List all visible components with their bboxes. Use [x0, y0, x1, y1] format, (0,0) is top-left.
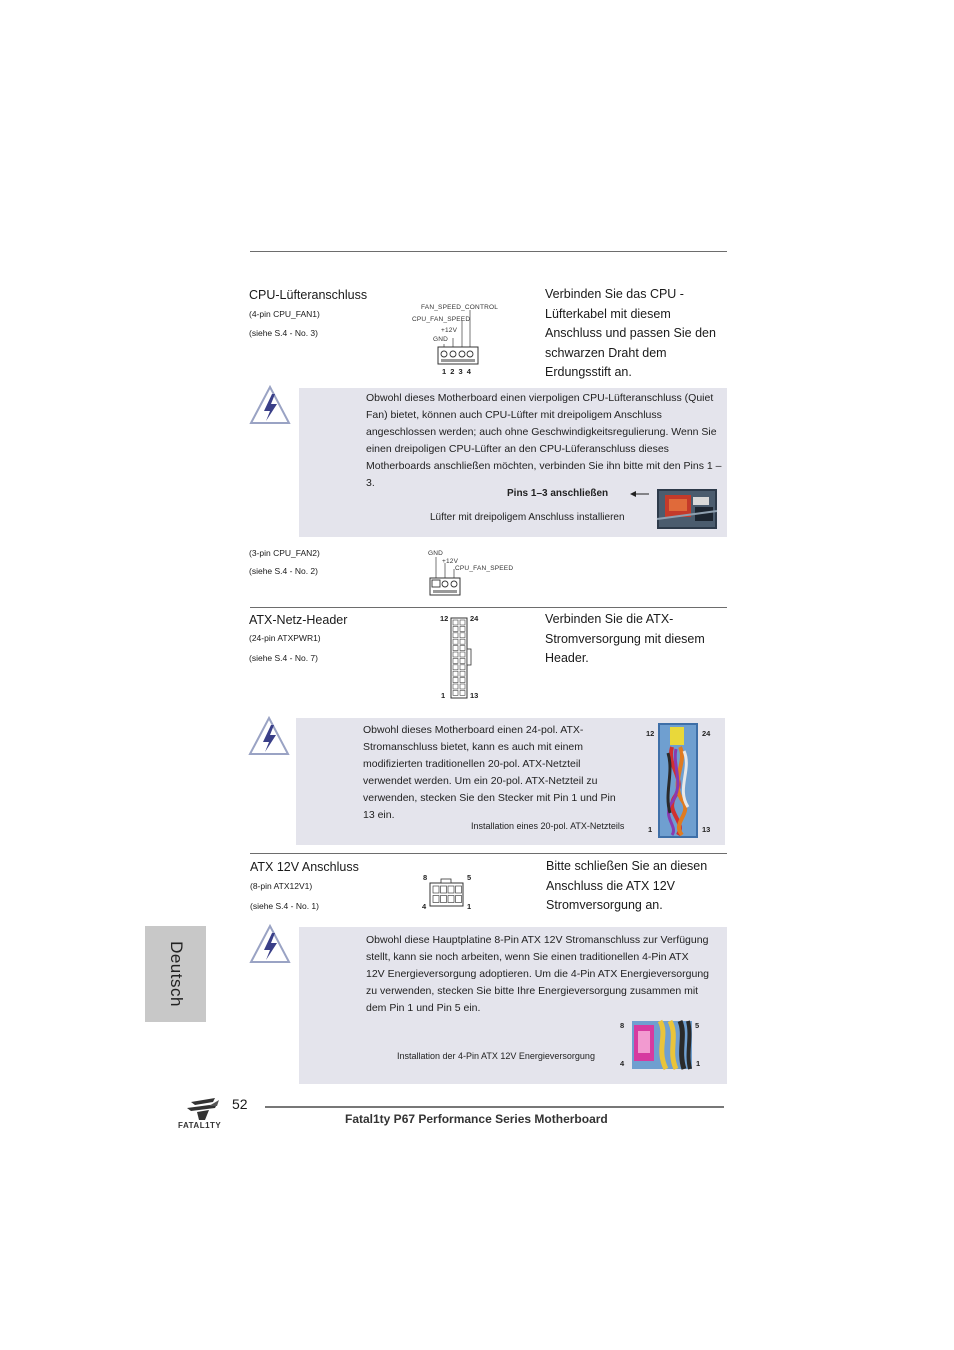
atx-pin — [460, 658, 465, 663]
cpu-fan2-speed-label: CPU_FAN_SPEED — [455, 565, 514, 572]
atx12v-title: ATX 12V Anschluss — [250, 860, 359, 874]
atx12v-note-caption: Installation der 4-Pin ATX 12V Energieversorgung — [397, 1051, 595, 1061]
atx-pin — [453, 646, 458, 651]
atx12v-photo-4: 4 — [620, 1059, 625, 1068]
atx-pin — [453, 626, 458, 631]
cpu-fan2-pin: (3-pin CPU_FAN2) — [249, 548, 320, 558]
atx-diagram-13: 13 — [470, 691, 479, 700]
atx-pin — [453, 678, 458, 683]
pins-1-3-label: Pins 1–3 anschließen — [507, 488, 609, 499]
atx12v-diagram-4: 4 — [422, 902, 427, 911]
cpu-fan1-connector-diagram — [437, 310, 479, 366]
atx-diagram-1: 1 — [441, 691, 446, 700]
side-tab-label: Deutsch — [166, 941, 186, 1007]
cpu-fan2-connector-diagram — [428, 557, 462, 597]
atx-20pin-install-photo — [658, 723, 698, 838]
atx-pin — [453, 620, 458, 625]
atx-pin — [460, 646, 465, 651]
atx12v-pin — [448, 886, 454, 893]
atx-24pin-connector-diagram — [450, 617, 472, 699]
atx-pin — [460, 626, 465, 631]
atx-pin — [453, 665, 458, 670]
fatal1ty-logo-text: FATAL1TY — [178, 1121, 222, 1130]
cpu-fan-note-caption: Lüfter mit dreipoligem Anschluss installieren — [430, 512, 625, 523]
cpu-fan-speed-label: CPU_FAN_SPEED — [412, 316, 471, 323]
atx-pin — [453, 671, 458, 676]
atx-power-ref: (siehe S.4 - No. 7) — [249, 653, 318, 663]
atx12v-rule — [250, 853, 727, 854]
atx-pin — [460, 639, 465, 644]
atx12v-photo-8: 8 — [620, 1021, 625, 1030]
atx12v-pin — [433, 896, 439, 903]
atx-power-pin: (24-pin ATXPWR1) — [249, 633, 321, 643]
atx-pin — [460, 678, 465, 683]
cpu-fan-pin-numbers: 1 2 3 4 — [442, 367, 472, 376]
atx-pin — [453, 639, 458, 644]
cpu-fan-12v-label: +12V — [441, 327, 458, 334]
atx-photo-1: 1 — [648, 825, 653, 834]
language-side-tab — [145, 926, 206, 1022]
atx-power-desc: Verbinden Sie die ATX-Stromversorgung mit diesem Header. — [545, 612, 705, 665]
atx-power-title: ATX-Netz-Header — [249, 613, 348, 627]
cpu-fan-speed-control-label: FAN_SPEED_CONTROL — [421, 304, 499, 311]
atx-diagram-24: 24 — [470, 614, 479, 623]
atx-pin — [460, 665, 465, 670]
atx-pin — [460, 684, 465, 689]
atx-pin — [460, 690, 465, 695]
atx12v-pin — [441, 896, 447, 903]
atx-photo-24: 24 — [702, 729, 711, 738]
footer-rule — [265, 1106, 724, 1108]
cpu-fan-title: CPU-Lüfteranschluss — [249, 288, 368, 302]
cpu-fan-note-text: Obwohl dieses Motherboard einen vierpoligen CPU-Lüfteranschluss (Quiet Fan) bietet, können auch CPU-Lüfter mit dreipoligem Anschluss angeschlossen werden; auch ohne Geschwindigkeitsregulierung. Wenn Sie einen dreipoligen CPU-Lüfter an den CPU-Lüferanschluss dieses Motherboards anschließen möchten, verbinden Sie ihn bitte mit den Pins 1 – 3. — [366, 392, 722, 489]
atx12v-pin — [433, 886, 439, 893]
warning-icon — [250, 385, 290, 425]
cpu-fan2-12v-label: +12V — [442, 558, 459, 565]
atx-photo-12: 12 — [646, 729, 655, 738]
atx12v-pin — [456, 886, 462, 893]
atx-pin — [460, 620, 465, 625]
atx-pin — [460, 671, 465, 676]
atx12v-pin — [456, 896, 462, 903]
warning-icon — [249, 716, 289, 756]
atx12v-pin — [441, 886, 447, 893]
atx12v-photo-1: 1 — [696, 1059, 701, 1068]
cpu-fan-ref: (siehe S.4 - No. 3) — [249, 328, 318, 338]
atx-pin — [460, 633, 465, 638]
atx-power-note-caption: Installation eines 20-pol. ATX-Netzteils — [471, 821, 625, 831]
atx-power-rule — [250, 607, 727, 608]
atx-pin — [460, 652, 465, 657]
cpu-fan-gnd-label: GND — [433, 336, 449, 343]
cpu-fan-pin: (4-pin CPU_FAN1) — [249, 309, 320, 319]
atx-pin — [453, 633, 458, 638]
atx-pin — [453, 658, 458, 663]
atx-photo-13: 13 — [702, 825, 711, 834]
footer-title: Fatal1ty P67 Performance Series Motherboard — [345, 1112, 608, 1126]
atx12v-diagram-1: 1 — [467, 902, 472, 911]
atx-pin — [453, 652, 458, 657]
atx12v-pin — [448, 896, 454, 903]
cpu-fan-desc: Verbinden Sie das CPU - Lüfterkabel mit diesem Anschluss und passen Sie den schwarzen Draht dem Erdungsstift an. — [545, 287, 716, 379]
warning-icon — [250, 924, 290, 964]
atx12v-photo-5: 5 — [695, 1021, 700, 1030]
arrow-left-icon — [630, 490, 650, 498]
atx-pin — [453, 690, 458, 695]
atx-diagram-12: 12 — [440, 614, 449, 623]
fan-connector-photo — [657, 489, 717, 529]
atx-pin — [453, 684, 458, 689]
cpu-fan2-gnd-label: GND — [428, 550, 444, 557]
top-rule — [250, 251, 727, 252]
atx12v-install-photo — [632, 1021, 692, 1069]
cpu-fan2-ref: (siehe S.4 - No. 2) — [249, 566, 318, 576]
atx12v-diagram-5: 5 — [467, 873, 472, 882]
atx-power-note-text: Obwohl dieses Motherboard einen 24-pol. ATX-Stromanschluss bietet, kann es auch mit einem modifizierten traditionellen 20-pol. ATX-Netzteil verwendet werden. Um ein 20-pol. ATX-Netzteil zu verwenden, stecken Sie den Stecker mit Pin 1 und Pin 13 ein. — [363, 724, 616, 821]
atx12v-8pin-connector-diagram — [429, 878, 465, 908]
page-number: 52 — [232, 1096, 248, 1112]
atx12v-note-text: Obwohl diese Hauptplatine 8-Pin ATX 12V Stromanschluss zur Verfügung stellt, kann sie noch arbeiten, wenn Sie einen traditionellen 4-Pin ATX 12V Energieversorgung adoptieren. Um die 4-Pin ATX Energieversorgung zu verwenden, stecken Sie bitte Ihre Energieversorgung zusammen mit dem Pin 1 und Pin 5 ein. — [366, 934, 710, 1014]
atx12v-desc: Bitte schließen Sie an diesen Anschluss die ATX 12V Stromversorgung an. — [546, 859, 708, 912]
atx12v-ref: (siehe S.4 - No. 1) — [250, 901, 319, 911]
atx12v-pin: (8-pin ATX12V1) — [250, 881, 313, 891]
atx12v-diagram-8: 8 — [423, 873, 428, 882]
